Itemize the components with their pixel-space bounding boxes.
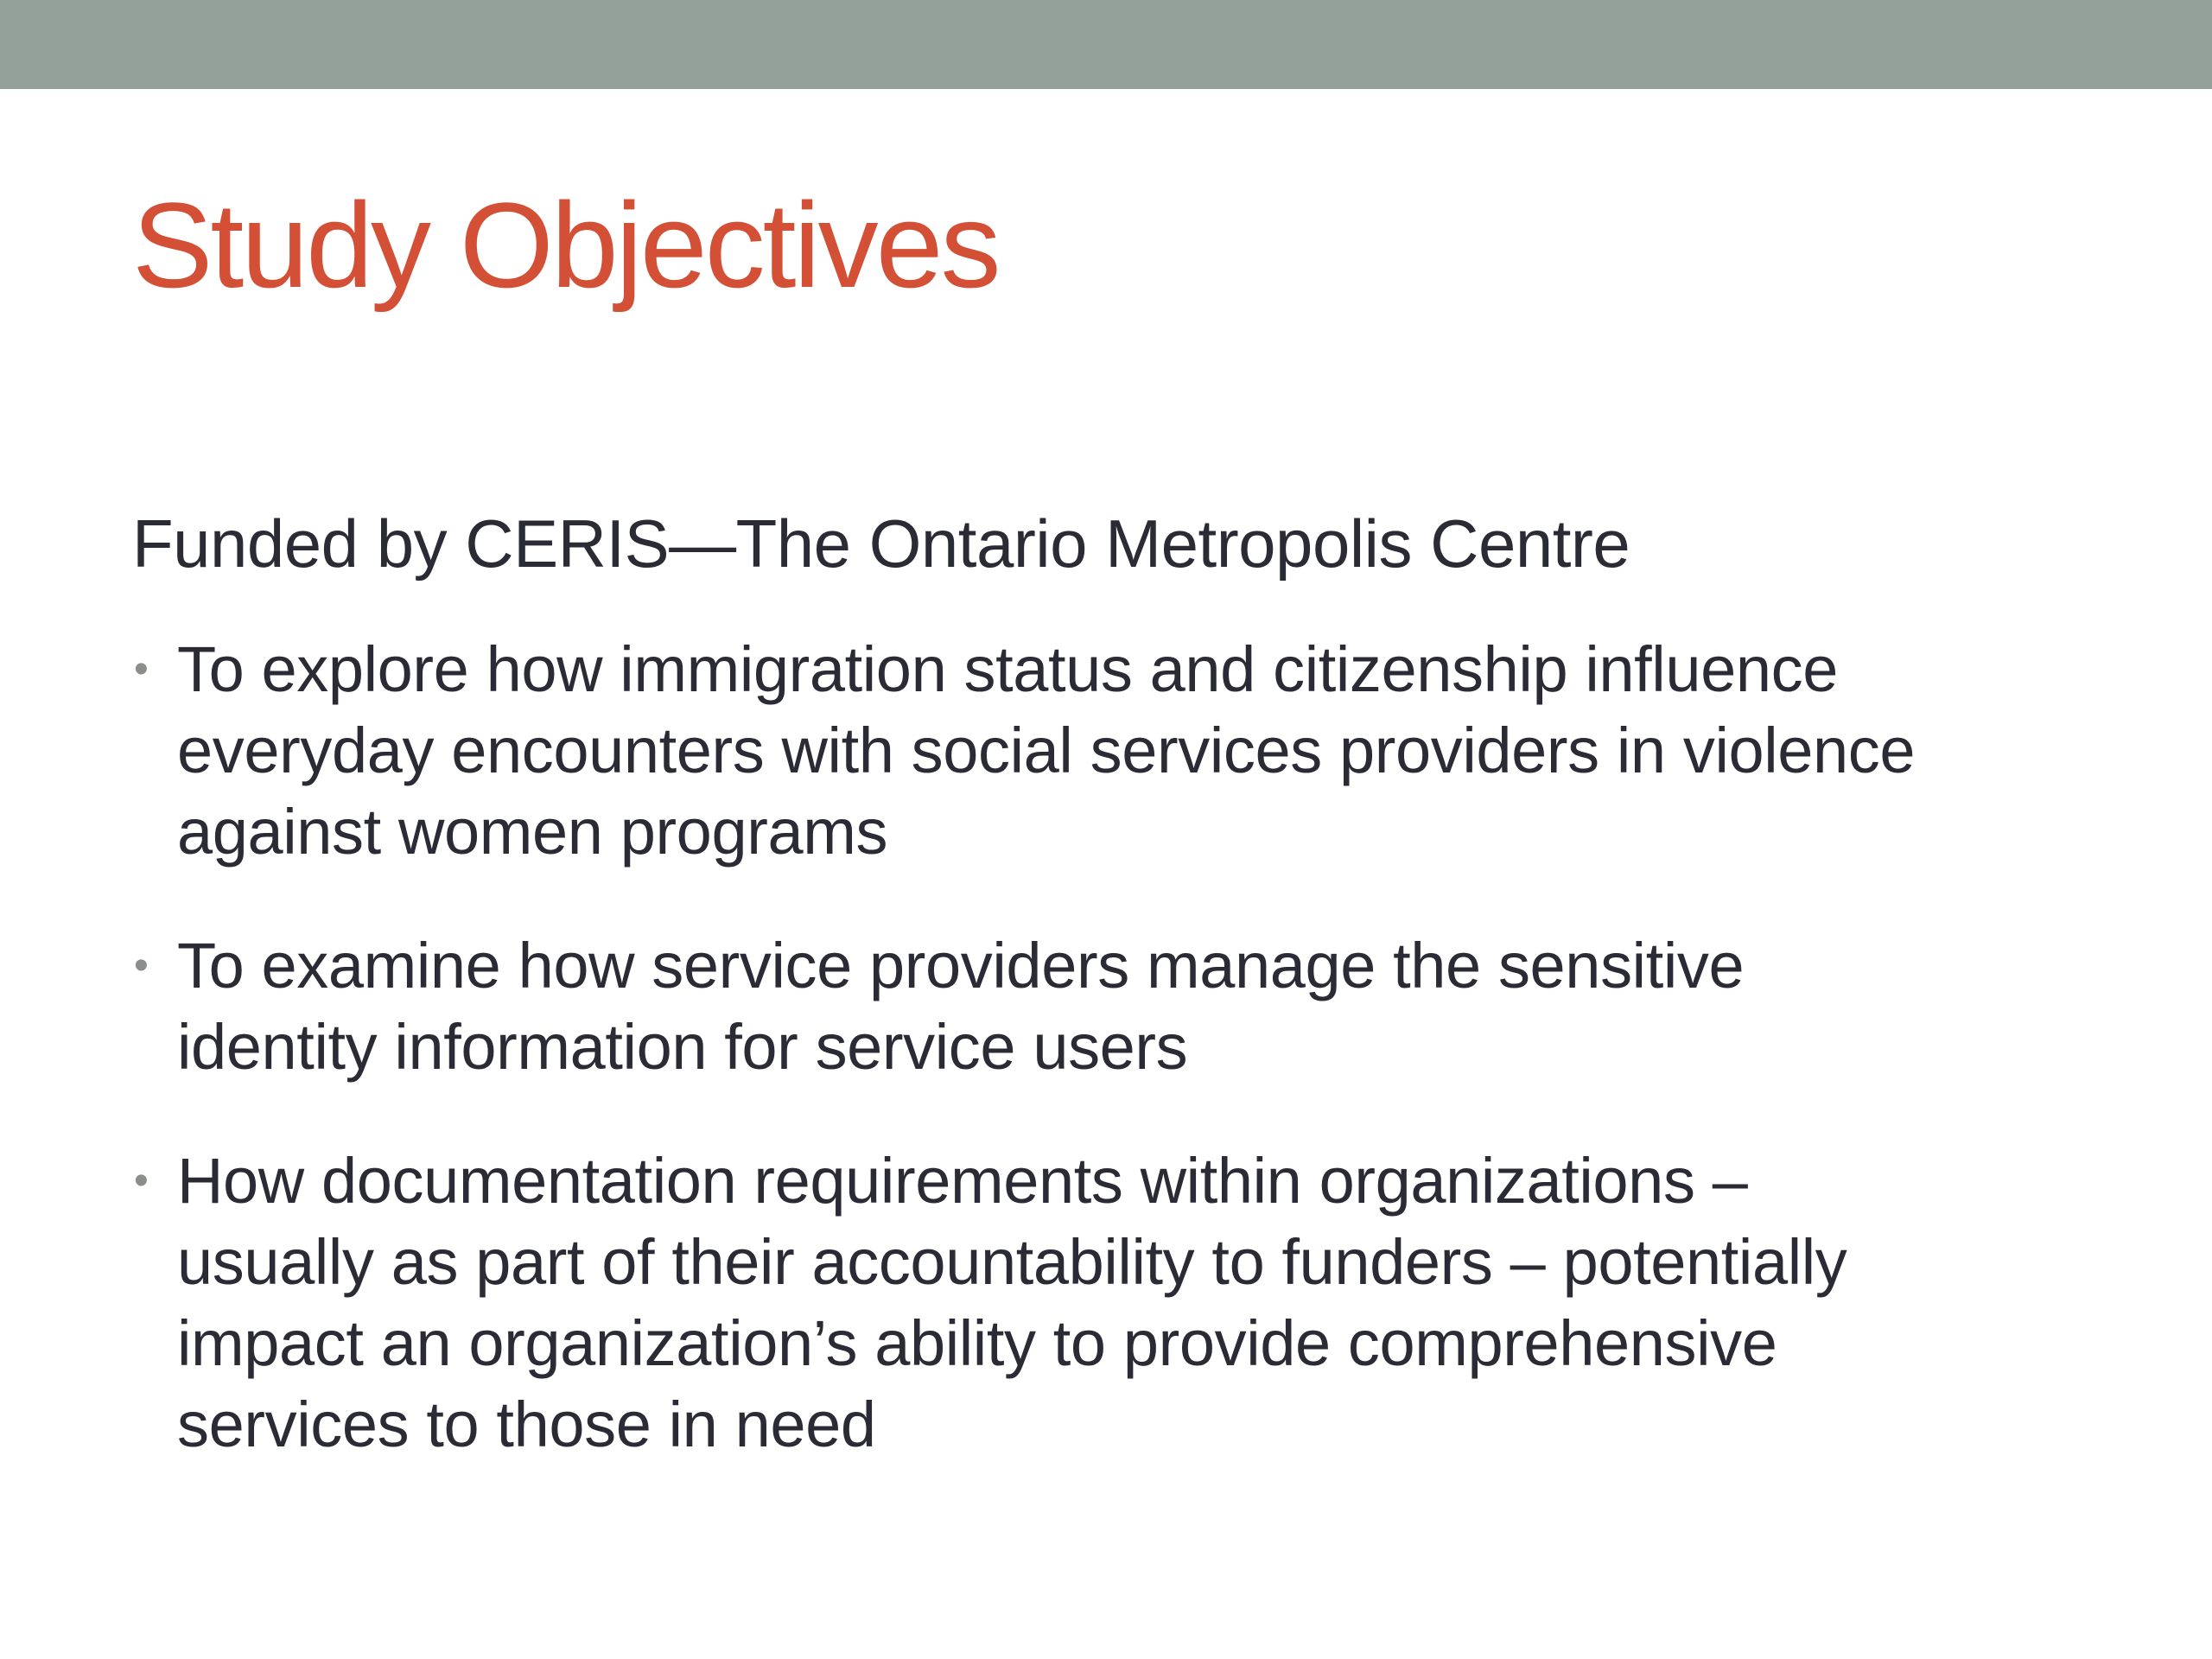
objective-line: everyday encounters with social services providers in violence bbox=[177, 715, 1916, 786]
objective-line: identity information for service users bbox=[177, 1011, 1188, 1083]
objective-line: To examine how service providers manage the sensitive bbox=[177, 930, 1745, 1001]
funding-statement: Funded by CERIS—The Ontario Metropolis Centre bbox=[132, 505, 1630, 582]
objective-line: impact an organization’s ability to provide comprehensive bbox=[177, 1307, 1777, 1379]
objectives-list bbox=[132, 629, 2102, 1465]
objective-bullet-3 bbox=[132, 1141, 2102, 1465]
bullet-dot-icon: • bbox=[134, 1158, 149, 1204]
objective-line: against women programs bbox=[177, 796, 888, 868]
objective-bullet-1 bbox=[132, 629, 2102, 873]
bullet-dot-icon: • bbox=[134, 646, 149, 692]
objective-line: How documentation requirements within organizations – bbox=[177, 1145, 1748, 1217]
objective-line: usually as part of their accountability to funders – potentially bbox=[177, 1226, 1847, 1298]
header-bar bbox=[0, 0, 2212, 89]
bullet-dot-icon: • bbox=[134, 943, 149, 988]
objective-line: To explore how immigration status and citizenship influence bbox=[177, 633, 1838, 705]
objective-line: services to those in need bbox=[177, 1389, 876, 1460]
slide-title: Study Objectives bbox=[132, 177, 999, 313]
objective-bullet-2 bbox=[132, 925, 2102, 1088]
slide-body bbox=[132, 497, 2102, 1465]
